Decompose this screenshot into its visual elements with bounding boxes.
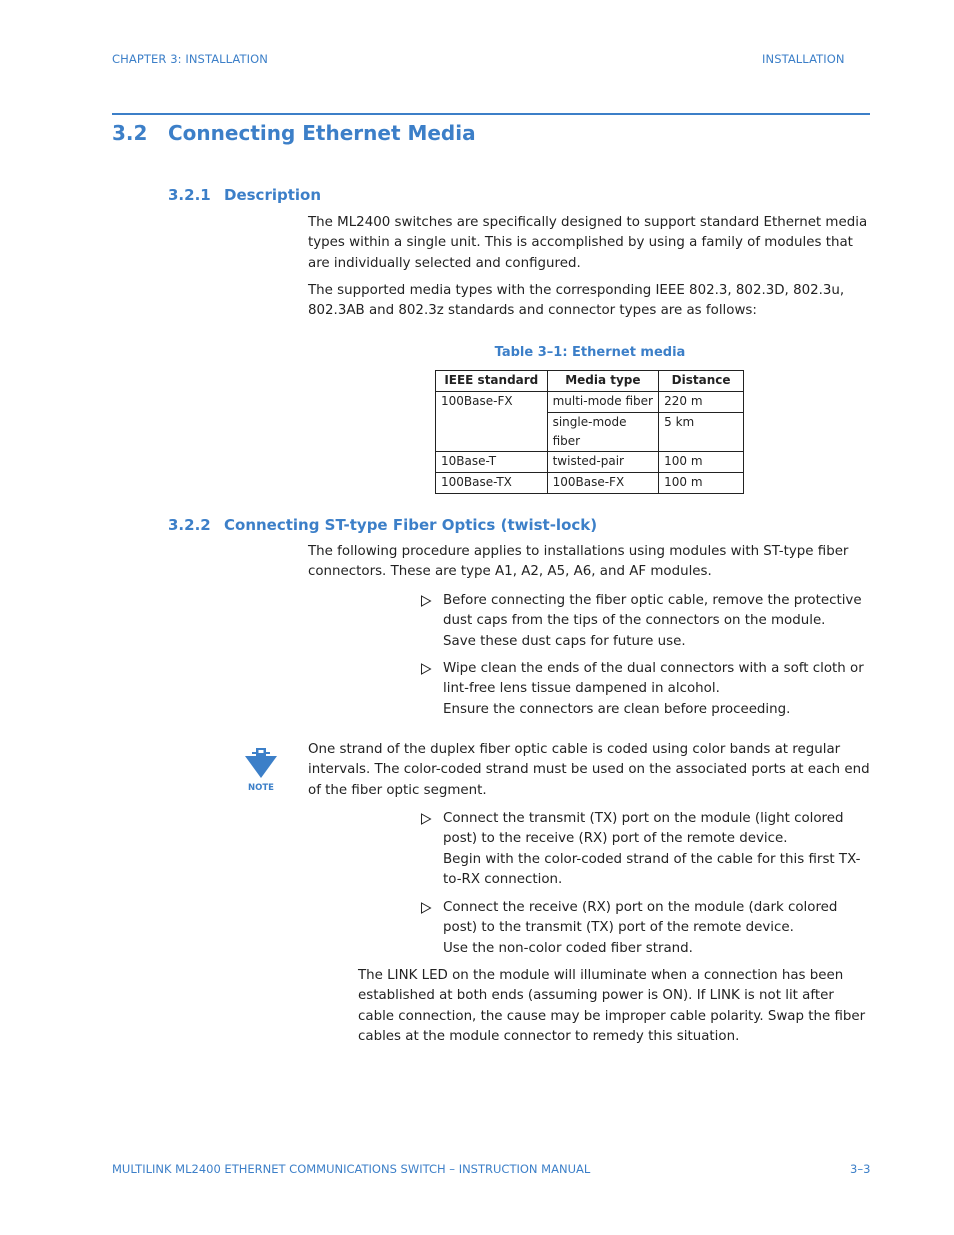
ethernet-media-table: [435, 370, 744, 494]
footer-page-number: 3–3: [850, 1162, 871, 1176]
table-cell: single-mode fiber: [547, 413, 659, 452]
subsection-title-description: Description: [224, 186, 322, 204]
table-cell: 10Base-T: [436, 452, 548, 473]
table-row: [436, 473, 744, 494]
header-rule: [112, 113, 870, 115]
section-title: Connecting Ethernet Media: [168, 121, 476, 145]
procedure-step: [420, 898, 870, 959]
table-row: [436, 413, 744, 452]
step-subtext: Use the non-color coded fiber strand.: [443, 940, 693, 956]
table-caption: Table 3–1: Ethernet media: [494, 345, 686, 360]
subsection-number-description: 3.2.1: [168, 186, 211, 204]
table-row: [436, 452, 744, 473]
triangle-bullet-icon: [420, 813, 432, 825]
triangle-bullet-icon: [420, 663, 432, 675]
note-label: NOTE: [248, 783, 274, 793]
section-number: 3.2: [112, 121, 148, 145]
table-cell: 100Base-FX: [547, 473, 659, 494]
subsection-title-st-fiber: Connecting ST-type Fiber Optics (twist-lock): [224, 516, 598, 534]
triangle-bullet-icon: [420, 902, 432, 914]
table-cell: 220 m: [659, 392, 744, 413]
step-subtext: Begin with the color-coded strand of the cable for this first TX-to-RX connection.: [443, 851, 861, 887]
note-icon-block: [243, 746, 281, 793]
table-cell: 5 km: [659, 413, 744, 452]
step-text: Wipe clean the ends of the dual connectors with a soft cloth or lint-free lens tissue dampened in alcohol.: [443, 661, 864, 697]
table-cell: [436, 413, 548, 452]
description-paragraph-1: The ML2400 switches are specifically designed to support standard Ethernet media types within a single unit. This is accomplished by using a family of modules that are individually selected and configured.: [308, 215, 868, 271]
step-text: Before connecting the fiber optic cable, remove the protective dust caps from the tips of the connectors on the module.: [443, 593, 862, 629]
note-icon: [243, 746, 279, 780]
table-header-cell: Media type: [547, 371, 659, 392]
table-row: [436, 392, 744, 413]
step-text: Connect the transmit (TX) port on the module (light colored post) to the receive (RX) port of the remote device.: [443, 811, 844, 847]
table-cell: 100Base-FX: [436, 392, 548, 413]
description-paragraph-2: The supported media types with the corresponding IEEE 802.3, 802.3D, 802.3u, 802.3AB and 802.3z standards and connector types are as follows:: [308, 283, 845, 319]
running-header-chapter: CHAPTER 3: INSTALLATION: [112, 52, 268, 66]
step-subtext: Ensure the connectors are clean before proceeding.: [443, 701, 791, 717]
procedure-step: [420, 809, 870, 890]
table-header-row: [436, 371, 744, 392]
procedure-step: [420, 591, 870, 652]
table-header-cell: Distance: [659, 371, 744, 392]
closing-paragraph: The LINK LED on the module will illuminate when a connection has been established at both ends (assuming power is ON). If LINK is not lit after cable connection, the cause may be improper cable polarity. Swap the fiber cables at the module connector to remedy this situation.: [358, 968, 866, 1044]
footer-manual-title: MULTILINK ML2400 ETHERNET COMMUNICATIONS SWITCH – INSTRUCTION MANUAL: [112, 1162, 591, 1176]
procedure-step: [420, 659, 870, 720]
table-cell: twisted-pair: [547, 452, 659, 473]
table-cell: 100Base-TX: [436, 473, 548, 494]
table-header-cell: IEEE standard: [436, 371, 548, 392]
subsection-number-st-fiber: 3.2.2: [168, 516, 211, 534]
note-text: One strand of the duplex fiber optic cable is coded using color bands at regular intervals. The color-coded strand must be used on the associated ports at each end of the fiber optic segment.: [308, 742, 870, 798]
step-text: Connect the receive (RX) port on the module (dark colored post) to the transmit (TX) port of the remote device.: [443, 900, 838, 936]
st-fiber-intro: The following procedure applies to installations using modules with ST-type fiber connectors. These are type A1, A2, A5, A6, and AF modules.: [308, 544, 849, 580]
table-cell: 100 m: [659, 473, 744, 494]
table-cell: 100 m: [659, 452, 744, 473]
running-header-section: INSTALLATION: [762, 52, 845, 66]
table-cell: multi-mode fiber: [547, 392, 659, 413]
triangle-bullet-icon: [420, 595, 432, 607]
step-subtext: Save these dust caps for future use.: [443, 633, 686, 649]
